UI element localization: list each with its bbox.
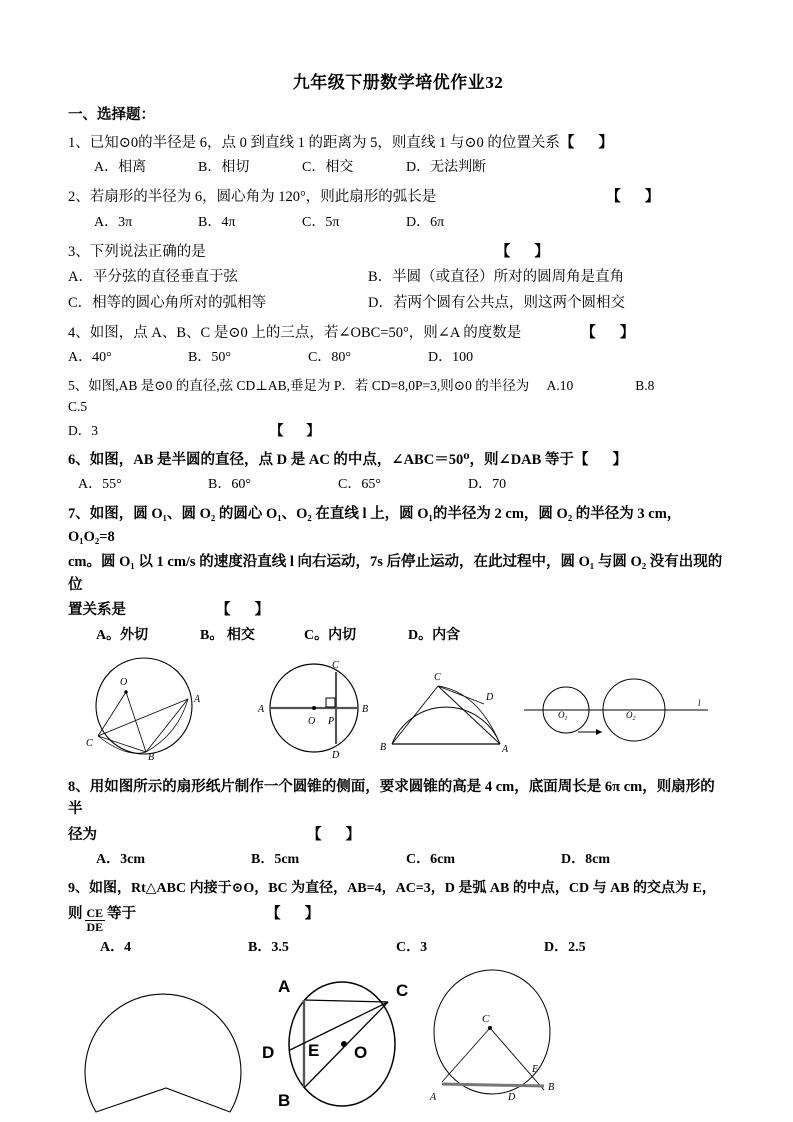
question-8-stem-line-2 (68, 824, 728, 846)
question-4-option-b[interactable]: B．50° (188, 350, 231, 366)
question-5-option-b[interactable]: B.8 (635, 378, 655, 394)
question-3-answer-bracket[interactable]: 【 】 (495, 243, 550, 260)
question-7-stem-line-2: cm。圆 O₁ 以 1 cm/s 的速度沿直线 l 向右运动，7s 后停止运动，在此过程中，圆 O₁ 与圆 O₂ 没有出现的位 (68, 554, 723, 593)
svg-text:A: A (258, 703, 265, 715)
fraction-ce-over-de (85, 907, 106, 933)
svg-text:B: B (548, 1082, 555, 1094)
svg-text:C: C (396, 981, 409, 1001)
question-2-option-c[interactable]: C．5π (302, 214, 340, 230)
svg-text:O: O (354, 1043, 368, 1063)
question-9-stem-line-2 (68, 903, 728, 934)
figure-circle-diameter-perpendicular-chord (256, 654, 382, 766)
question-7-answer-bracket[interactable]: 【 】 (216, 602, 271, 619)
question-6-options (68, 474, 728, 495)
question-9-answer-bracket[interactable]: 【 】 (266, 905, 321, 922)
question-2-answer-bracket[interactable]: 【 】 (606, 189, 661, 206)
question-6-option-d[interactable]: D．70 (468, 477, 507, 493)
figure-right-triangle-inscribed-circle (260, 966, 440, 1116)
svg-text:C: C (434, 671, 441, 683)
svg-text:D: D (262, 1043, 275, 1063)
question-4-option-a[interactable]: A．40° (68, 350, 112, 366)
fraction-denominator: DE (86, 919, 104, 934)
question-3-stem (68, 241, 728, 263)
question-9-stem-tail: 等于 (107, 905, 137, 922)
question-7-option-b[interactable]: B。 相交 (200, 627, 255, 643)
svg-text:C: C (332, 659, 339, 671)
document-body (68, 60, 728, 1118)
question-2-stem (68, 186, 728, 208)
question-9-options (68, 937, 728, 958)
question-9-option-a[interactable]: A．4 (100, 940, 132, 956)
question-3-options-row-2 (68, 292, 728, 315)
question-1-option-d[interactable]: D．无法判断 (406, 160, 487, 176)
svg-text:D: D (508, 1092, 516, 1104)
svg-text:E: E (308, 1041, 320, 1061)
question-2-text: 2、若扇形的半径为 6，圆心角为 120°，则此扇形的弧长是 (68, 189, 437, 206)
svg-text:B: B (278, 1091, 291, 1111)
question-3-option-b[interactable]: B．半圆（或直径）所对的圆周角是直角 (368, 269, 625, 286)
question-4-options (68, 347, 728, 368)
question-2-option-b[interactable]: B．4π (198, 214, 236, 230)
svg-text:D: D (332, 749, 340, 761)
svg-text:B: B (380, 741, 387, 753)
question-7-option-c[interactable]: C。内切 (304, 627, 357, 643)
figure-circle-with-inscribed-triangle (82, 654, 222, 766)
question-6-text: 6、如图，AB 是半圆的直径，点 D 是 AC 的中点，∠ABC＝50⁰，则∠DAB 等于 (68, 452, 574, 469)
svg-text:C: C (482, 1013, 490, 1026)
question-5-option-a[interactable]: A.10 (546, 378, 574, 394)
question-4-text: 4、如图，点 A、B、C 是⊙0 上的三点，若∠OBC=50°，则∠A 的度数是 (68, 324, 522, 341)
svg-text:C: C (86, 737, 93, 749)
question-6-option-c[interactable]: C．65° (338, 477, 381, 493)
question-7-stem-tail: 置关系是 (68, 602, 126, 619)
question-9-option-d[interactable]: D．2.5 (544, 940, 586, 956)
figure-two-circles-on-line (520, 654, 720, 766)
question-5-answer-bracket[interactable]: 【 】 (270, 423, 321, 439)
question-9-figure-row (68, 966, 728, 1118)
svg-text:A: A (194, 693, 201, 705)
question-4-answer-bracket[interactable]: 【 】 (581, 324, 636, 341)
question-5-text: 5、如图,AB 是⊙0 的直径,弦 CD⊥AB,垂足为 P．若 CD=8,0P=3,则⊙0 的半径为 (68, 378, 530, 394)
svg-text:E: E (532, 1064, 539, 1076)
question-9-stem-line-1: 9、如图，Rt△ABC 内接于⊙O，BC 为直径，AB=4，AC=3，D 是弧 AB 的中点，CD 与 AB 的交点为 E， (68, 881, 716, 897)
question-7-stem-line-3 (68, 599, 728, 621)
question-1-answer-bracket[interactable]: 【 】 (559, 135, 615, 151)
question-6-option-a[interactable]: A．55° (78, 477, 122, 493)
question-7-option-a[interactable]: A。外切 (96, 627, 149, 643)
question-8-option-c[interactable]: C．6cm (406, 852, 455, 868)
question-1-text: 1、已知⊙0的半径是 6，点 0 到直线 1 的距离为 5，则直线 1 与⊙0 的位置关系 (68, 135, 560, 151)
svg-text:O1: $O_1$ (558, 709, 568, 722)
question-8-answer-bracket[interactable]: 【 】 (307, 826, 362, 843)
svg-text:D: D (486, 691, 494, 703)
question-4-option-c[interactable]: C．80° (308, 350, 351, 366)
svg-text:l: l (698, 697, 701, 708)
question-2-option-a[interactable]: A．3π (94, 214, 133, 230)
question-3-option-a[interactable]: A．平分弦的直径垂直于弦 (68, 269, 238, 286)
question-3-option-d[interactable]: D．若两个圆有公共点，则这两个圆相交 (368, 294, 625, 311)
figure-circle-with-center-c-chord-ad (424, 966, 614, 1116)
question-3-option-c[interactable]: C．相等的圆心角所对的弧相等 (68, 294, 267, 311)
fraction-numerator: CE (86, 905, 104, 920)
question-7-stem-line-1: 7、如图，圆 O₁、圆 O₂ 的圆心 O₁、O₂ 在直线 l 上，圆 O₁的半径为 2 cm，圆 O₂ 的半径为 3 cm，O₁O₂=8 (68, 506, 682, 545)
svg-text:A: A (502, 743, 509, 755)
question-6-answer-bracket[interactable]: 【 】 (573, 452, 629, 469)
question-5-option-d[interactable]: D．3 (68, 423, 98, 439)
question-1-options (68, 157, 728, 178)
question-7-options (68, 625, 728, 646)
svg-text:B: B (362, 703, 369, 715)
svg-text:O: O (120, 676, 128, 688)
svg-text:A: A (278, 977, 291, 997)
question-3-options-row-1 (68, 266, 728, 289)
question-8-option-d[interactable]: D．8cm (561, 852, 610, 868)
question-1-stem (68, 132, 728, 154)
question-5-stem (68, 376, 728, 418)
page-title: 九年级下册数学培优作业32 (292, 73, 504, 92)
section-heading: 一、选择题： (68, 107, 155, 123)
svg-text:B: B (148, 751, 155, 763)
question-6-stem (68, 449, 728, 471)
question-3-text: 3、下列说法正确的是 (68, 243, 206, 260)
question-6-option-b[interactable]: B．60° (208, 477, 251, 493)
question-5-option-c[interactable]: C.5 (68, 399, 88, 415)
question-7-option-d[interactable]: D。内含 (408, 627, 461, 643)
question-1-option-b[interactable]: B．相切 (198, 160, 250, 176)
question-5-continuation (68, 421, 728, 442)
question-4-option-d[interactable]: D．100 (428, 350, 474, 366)
question-2-options (68, 212, 728, 233)
question-9-stem-prefix: 则 (68, 905, 83, 922)
question-8-option-b[interactable]: B．5cm (251, 852, 300, 868)
question-2-option-d[interactable]: D．6π (406, 214, 445, 230)
question-1-option-c[interactable]: C．相交 (302, 160, 354, 176)
question-9-option-b[interactable]: B．3.5 (248, 940, 289, 956)
question-8-stem-line-1: 8、用如图所示的扇形纸片制作一个圆锥的侧面，要求圆锥的高是 4 cm，底面周长是 6π cm，则扇形的半 (68, 778, 715, 818)
question-8-options (68, 849, 728, 870)
svg-text:O: O (308, 715, 316, 727)
svg-text:P: P (328, 715, 335, 727)
figure-sector-paper-fan (82, 966, 262, 1116)
question-8-option-a[interactable]: A．3cm (96, 852, 145, 868)
svg-text:A: A (430, 1092, 437, 1104)
question-4-stem (68, 322, 728, 344)
question-9-option-c[interactable]: C．3 (396, 940, 428, 956)
question-7-figure-row (68, 654, 728, 772)
question-1-option-a[interactable]: A．相离 (94, 160, 147, 176)
figure-semicircle-with-points (374, 654, 516, 766)
question-8-stem-tail: 径为 (68, 826, 97, 843)
svg-text:O2: $O_2$ (626, 709, 636, 722)
